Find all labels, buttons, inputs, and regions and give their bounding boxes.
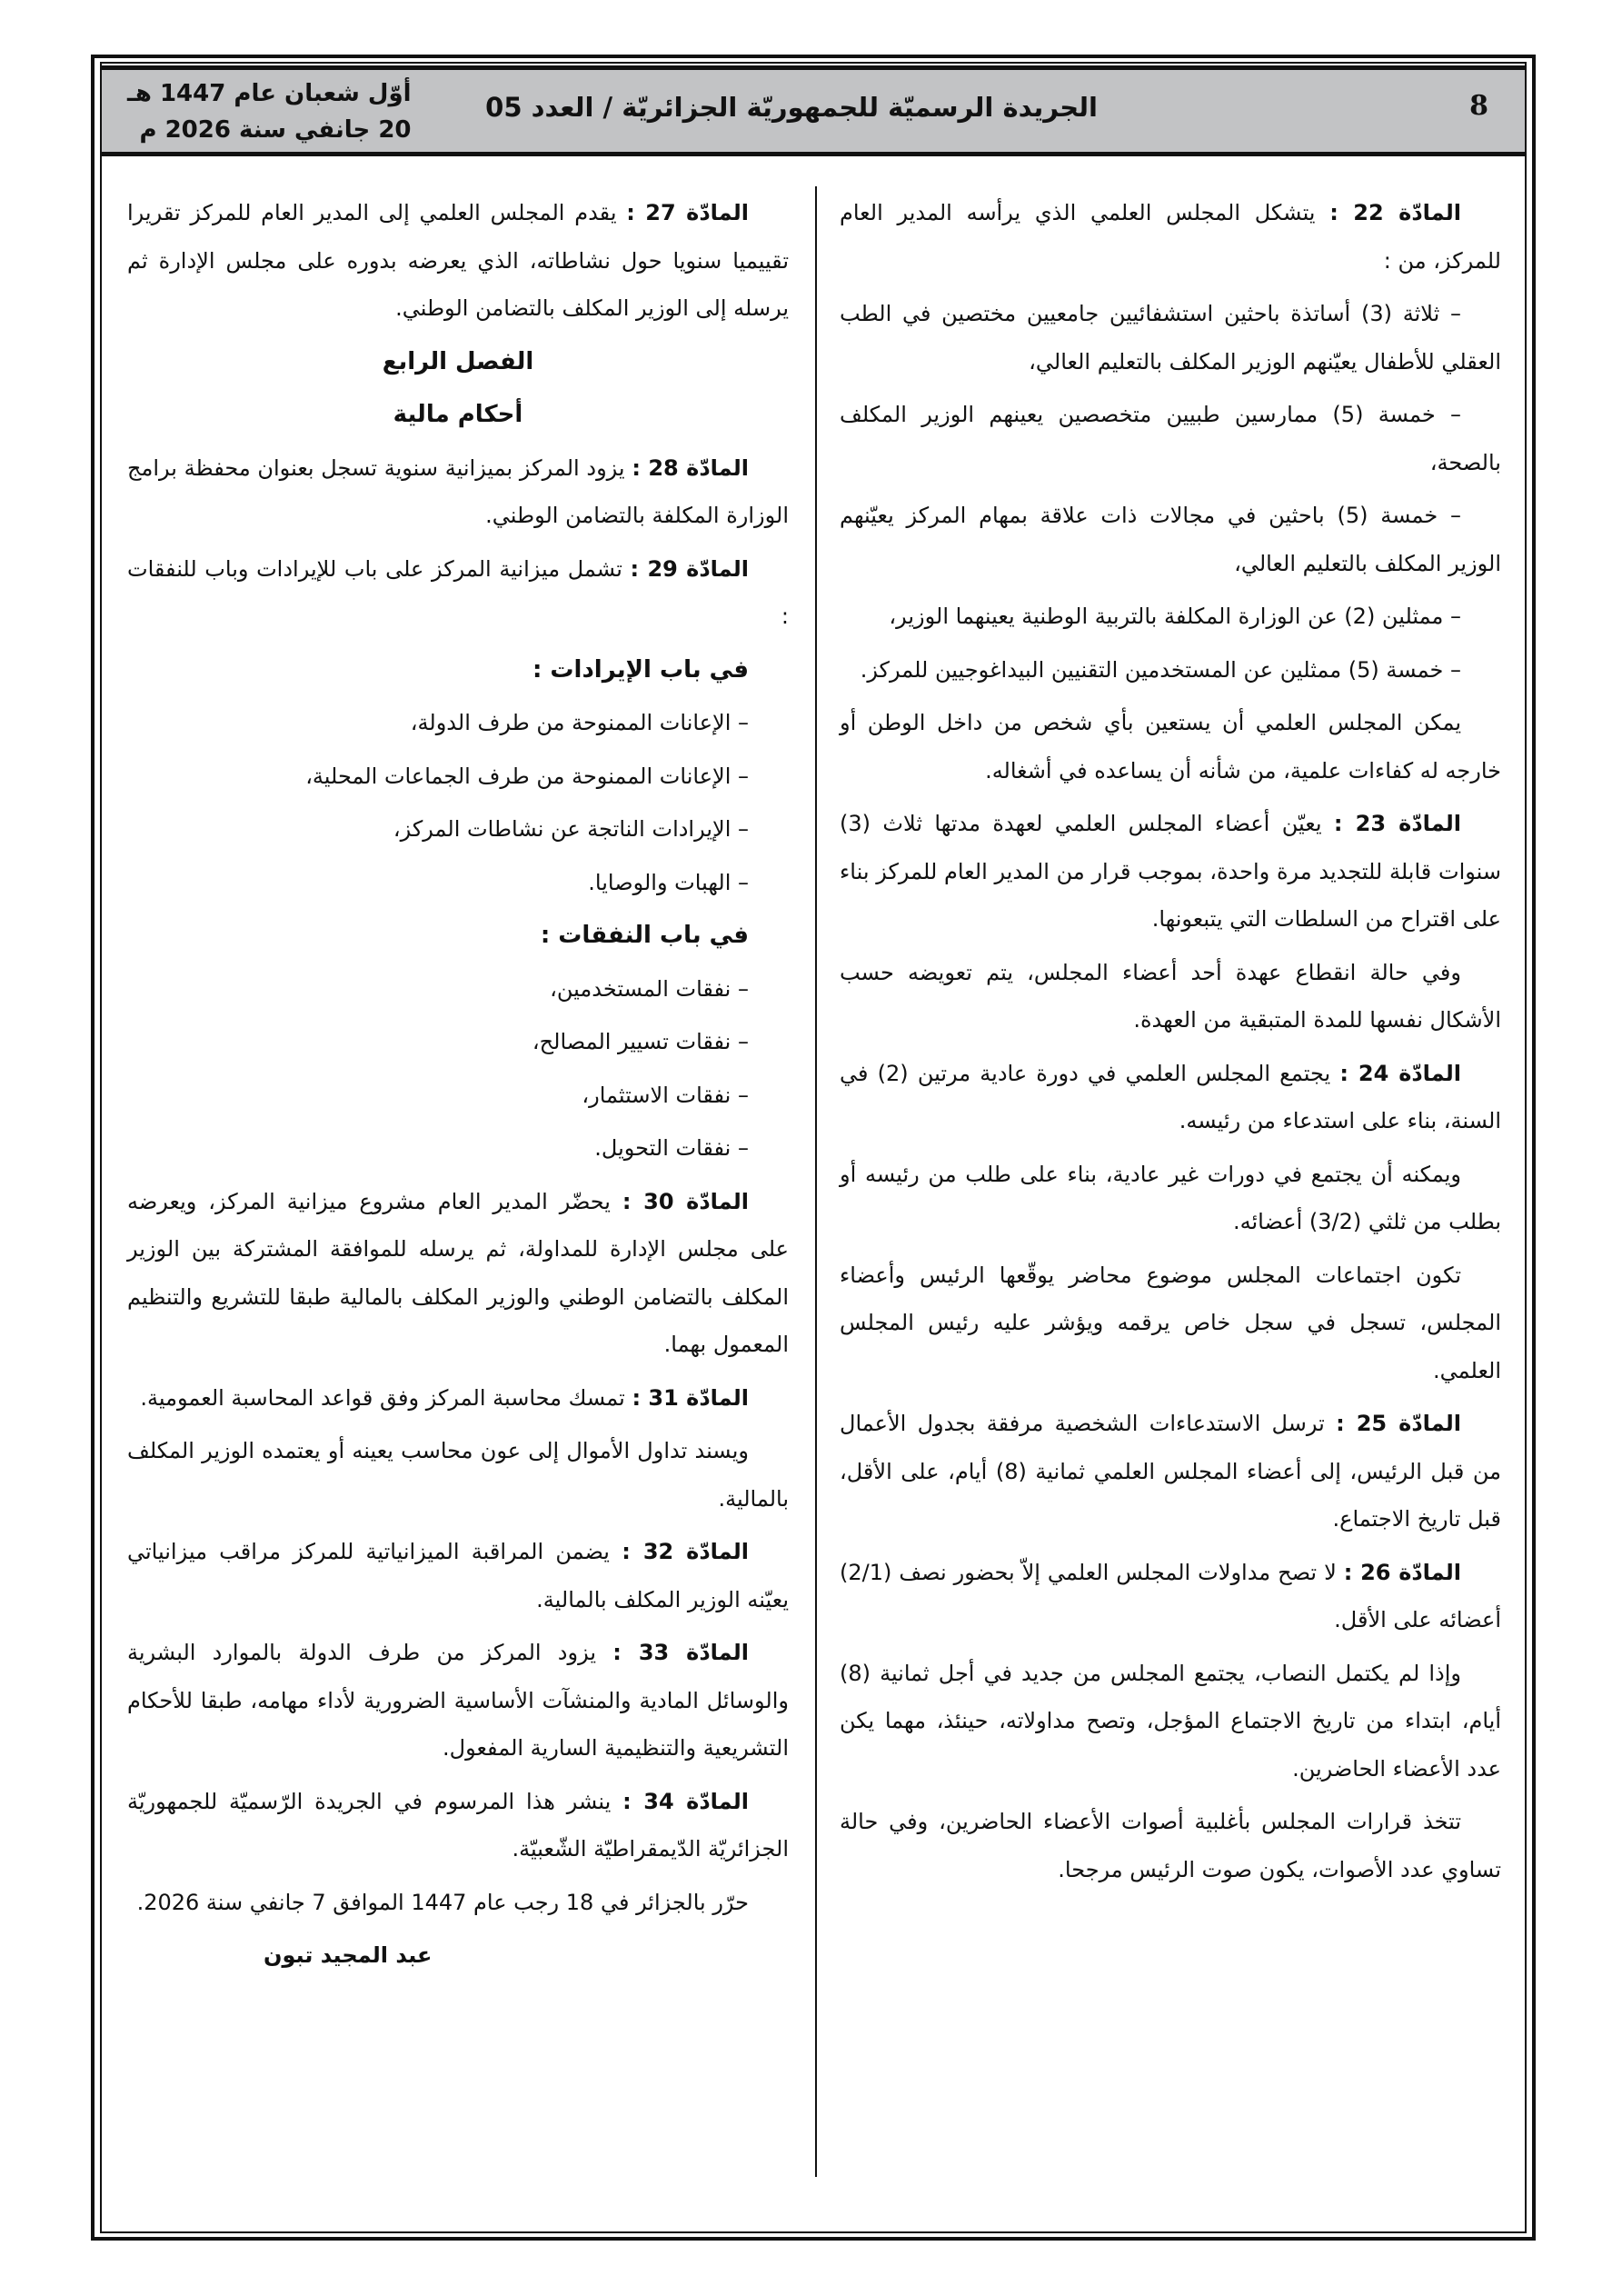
article-label: المادّة 23 :	[1333, 811, 1461, 836]
paragraph	[127, 1124, 789, 1173]
article-label: المادّة 29 :	[630, 555, 750, 582]
paragraph	[840, 949, 1501, 1044]
article-paragraph	[127, 189, 789, 333]
paragraph-text: يزود المركز بميزانية سنوية تسجل بعنوان محفظة برامج الوزارة المكلفة بالتضامن الوطني.	[127, 454, 789, 528]
paragraph	[127, 753, 789, 801]
article-paragraph	[840, 1050, 1501, 1145]
article-label: المادّة 26 :	[1343, 1559, 1462, 1585]
paragraph	[840, 391, 1501, 486]
paragraph-text: – ثلاثة (3) أساتذة باحثين استشفائيين جامعيين مختصين في الطب العقلي للأطفال يعيّنهم الوزير المكلف بالتعليم العالي،	[840, 301, 1501, 374]
article-paragraph	[127, 545, 789, 641]
paragraph-text: وإذا لم يكتمل النصاب، يجتمع المجلس من جديد في أجل ثمانية (8) أيام، ابتداء من تاريخ الاجتماع المؤجل، وتصح مداولاته، حينئذ، مهما يكن عدد الأعضاء الحاضرين.	[840, 1660, 1501, 1782]
paragraph	[840, 1650, 1501, 1793]
paragraph-text: – خمسة (5) ممارسين طبيين متخصصين يعينهم الوزير المكلف بالصحة،	[840, 402, 1501, 475]
article-label: المادّة 32 :	[622, 1539, 750, 1564]
paragraph-text: – الإعانات الممنوحة من طرف الجماعات المحلية،	[305, 763, 749, 789]
date-hijri: أوّل شعبان عام 1447 هـ	[127, 80, 412, 107]
article-paragraph	[840, 1549, 1501, 1644]
article-label: المادّة 33 :	[612, 1640, 750, 1665]
paragraph-text: يقدم المجلس العلمي إلى المدير العام للمركز تقريرا تقييميا سنويا حول نشاطاته، الذي يعرضه بدوره على مجلس الإدارة ثم يرسله إلى الوزير المكلف بالتضامن الوطني.	[127, 200, 789, 321]
article-paragraph	[127, 1528, 789, 1623]
paragraph-text: يمكن المجلس العلمي أن يستعين بأي شخص من داخل الوطن أو خارجه له كفاءات علمية، من شأنه أن يساعده في أشغاله.	[840, 710, 1501, 784]
paragraph	[127, 1879, 789, 1927]
paragraph	[840, 290, 1501, 385]
paragraph-text: يزود المركز من طرف الدولة بالموارد البشرية والوسائل المادية والمنشآت الأساسية الضرورية لأداء مهامه، طبقا للأحكام التشريعية والتنظيمية السارية المفعول.	[127, 1640, 789, 1761]
page-number: 8	[1469, 90, 1488, 122]
paragraph-text: – الهبات والوصايا.	[588, 869, 749, 895]
paragraph-text: ترسل الاستدعاءات الشخصية مرفقة بجدول الأعمال من قبل الرئيس، إلى أعضاء المجلس العلمي ثمانية (8) أيام، على الأقل، قبل تاريخ الاجتماع.	[840, 1411, 1501, 1532]
gazette-title: الجريدة الرسميّة للجمهوريّة الجزائريّة / العدد 05	[485, 92, 1098, 123]
article-label: المادّة 34 :	[622, 1788, 750, 1814]
paragraph-text: ويسند تداول الأموال إلى عون محاسب يعينه أو يعتمده الوزير المكلف بالمالية.	[127, 1438, 789, 1512]
paragraph-text: – الإيرادات الناتجة عن نشاطات المركز،	[393, 816, 749, 842]
article-label: المادّة 31 :	[632, 1384, 749, 1411]
article-paragraph	[127, 1629, 789, 1772]
article-paragraph	[840, 800, 1501, 943]
paragraph	[840, 1798, 1501, 1893]
section-heading: أحكام مالية	[393, 401, 523, 428]
paragraph-text: تتخذ قرارات المجلس بأغلبية أصوات الأعضاء الحاضرين، وفي حالة تساوي عدد الأصوات، يكون صوت الرئيس مرجحا.	[840, 1809, 1501, 1882]
paragraph	[840, 1151, 1501, 1246]
section-heading: الفصل الرابع	[382, 347, 534, 375]
paragraph-text: يتشكل المجلس العلمي الذي يرأسه المدير العام للمركز، من :	[840, 200, 1501, 274]
article-label: المادّة 25 :	[1336, 1411, 1461, 1436]
body-columns	[127, 189, 1501, 1985]
paragraph-text: تشمل ميزانية المركز على باب للإيرادات وباب للنفقات :	[127, 555, 789, 629]
paragraph-text: تمسك محاسبة المركز وفق قواعد المحاسبة العمومية.	[140, 1384, 632, 1411]
right-column	[840, 189, 1501, 1985]
paragraph-text: وفي حالة انقطاع عهدة أحد أعضاء المجلس، يتم تعويضه حسب الأشكال نفسها للمدة المتبقية من العهدة.	[840, 959, 1501, 1033]
paragraph-text: يعيّن أعضاء المجلس العلمي لعهدة مدتها ثلاث (3) سنوات قابلة للتجديد مرة واحدة، بموجب قرار من المدير العام للمركز بناء على اقتراح من السلطات التي يتبعونها.	[840, 811, 1501, 932]
paragraph-text: – خمسة (5) ممثلين عن المستخدمين التقنيين البيداغوجيين للمركز.	[860, 656, 1461, 683]
article-paragraph	[127, 444, 789, 540]
subsection-heading: في باب النفقات :	[540, 922, 749, 949]
paragraph	[127, 965, 789, 1013]
article-label: المادّة 24 :	[1339, 1060, 1462, 1086]
paragraph-text: – نفقات الاستثمار،	[582, 1082, 749, 1108]
paragraph	[840, 699, 1501, 794]
paragraph	[127, 699, 789, 747]
paragraph	[127, 1018, 789, 1066]
article-paragraph	[127, 1374, 789, 1423]
paragraph-text: – نفقات التحويل.	[594, 1135, 749, 1161]
left-column	[127, 189, 789, 1985]
paragraph-text: – ممثلين (2) عن الوزارة المكلفة بالتربية الوطنية يعينهما الوزير،	[889, 604, 1461, 629]
paragraph-text: – نفقات تسيير المصالح،	[532, 1029, 749, 1054]
subsection-heading: في باب الإيرادات :	[532, 655, 749, 684]
article-paragraph	[840, 189, 1501, 285]
paragraph-text: ويمكنه أن يجتمع في دورات غير عادية، بناء على طلب من رئيسه أو بطلب من ثلثي (3/2) أعضائه.	[840, 1161, 1501, 1234]
paragraph-text: يضمن المراقبة الميزانياتية للمركز مراقب ميزانياتي يعيّنه الوزير المكلف بالمالية.	[127, 1539, 789, 1612]
article-paragraph	[127, 1178, 789, 1369]
paragraph	[127, 1072, 789, 1120]
paragraph-text: تكون اجتماعات المجلس موضوع محاضر يوقّعها الرئيس وأعضاء المجلس، تسجل في سجل خاص يرقمه ويؤشر عليه رئيس المجلس العلمي.	[840, 1262, 1501, 1383]
paragraph-text: يجتمع المجلس العلمي في دورة عادية مرتين (2) في السنة، بناء على استدعاء من رئيسه.	[840, 1060, 1501, 1133]
paragraph-text: ينشر هذا المرسوم في الجريدة الرّسميّة للجمهوريّة الجزائريّة الدّيمقراطيّة الشّعبيّة.	[127, 1788, 789, 1862]
paragraph	[840, 593, 1501, 641]
paragraph-text: يحضّر المدير العام مشروع ميزانية المركز، ويعرضه على مجلس الإدارة للمداولة، ثم يرسله للموافقة المشتركة بين الوزير المكلف بالتضامن الوطني والوزير المكلف بالمالية طبقا للتشريع والتنظيم المعمول بهما.	[127, 1188, 789, 1357]
paragraph-text: حرّر بالجزائر في 18 رجب عام 1447 الموافق 7 جانفي سنة 2026.	[136, 1889, 749, 1915]
article-label: المادّة 27 :	[626, 200, 749, 225]
paragraph	[840, 1252, 1501, 1395]
paragraph	[127, 859, 789, 907]
paragraph-text: – نفقات المستخدمين،	[550, 975, 749, 1002]
paragraph-text: – خمسة (5) باحثين في مجالات ذات علاقة بمهام المركز يعيّنهم الوزير المكلف بالتعليم العالي،	[840, 503, 1501, 576]
paragraph-text: لا تصح مداولات المجلس العلمي إلاّ بحضور نصف (2/1) أعضائه على الأقل.	[840, 1559, 1501, 1632]
paragraph-text: – الإعانات الممنوحة من طرف الدولة،	[410, 710, 749, 735]
paragraph	[127, 805, 789, 854]
gazette-header	[102, 65, 1525, 156]
signature: عبد المجيد تبون	[264, 1942, 433, 1968]
article-paragraph	[127, 1778, 789, 1873]
issue-date	[127, 75, 412, 148]
paragraph	[840, 492, 1501, 587]
paragraph	[840, 646, 1501, 694]
article-label: المادّة 28 :	[632, 454, 750, 481]
article-label: المادّة 22 :	[1329, 200, 1461, 225]
article-label: المادّة 30 :	[622, 1188, 750, 1214]
article-paragraph	[840, 1400, 1501, 1543]
date-gregorian: 20 جانفي سنة 2026 م	[139, 116, 412, 144]
paragraph	[127, 1427, 789, 1522]
